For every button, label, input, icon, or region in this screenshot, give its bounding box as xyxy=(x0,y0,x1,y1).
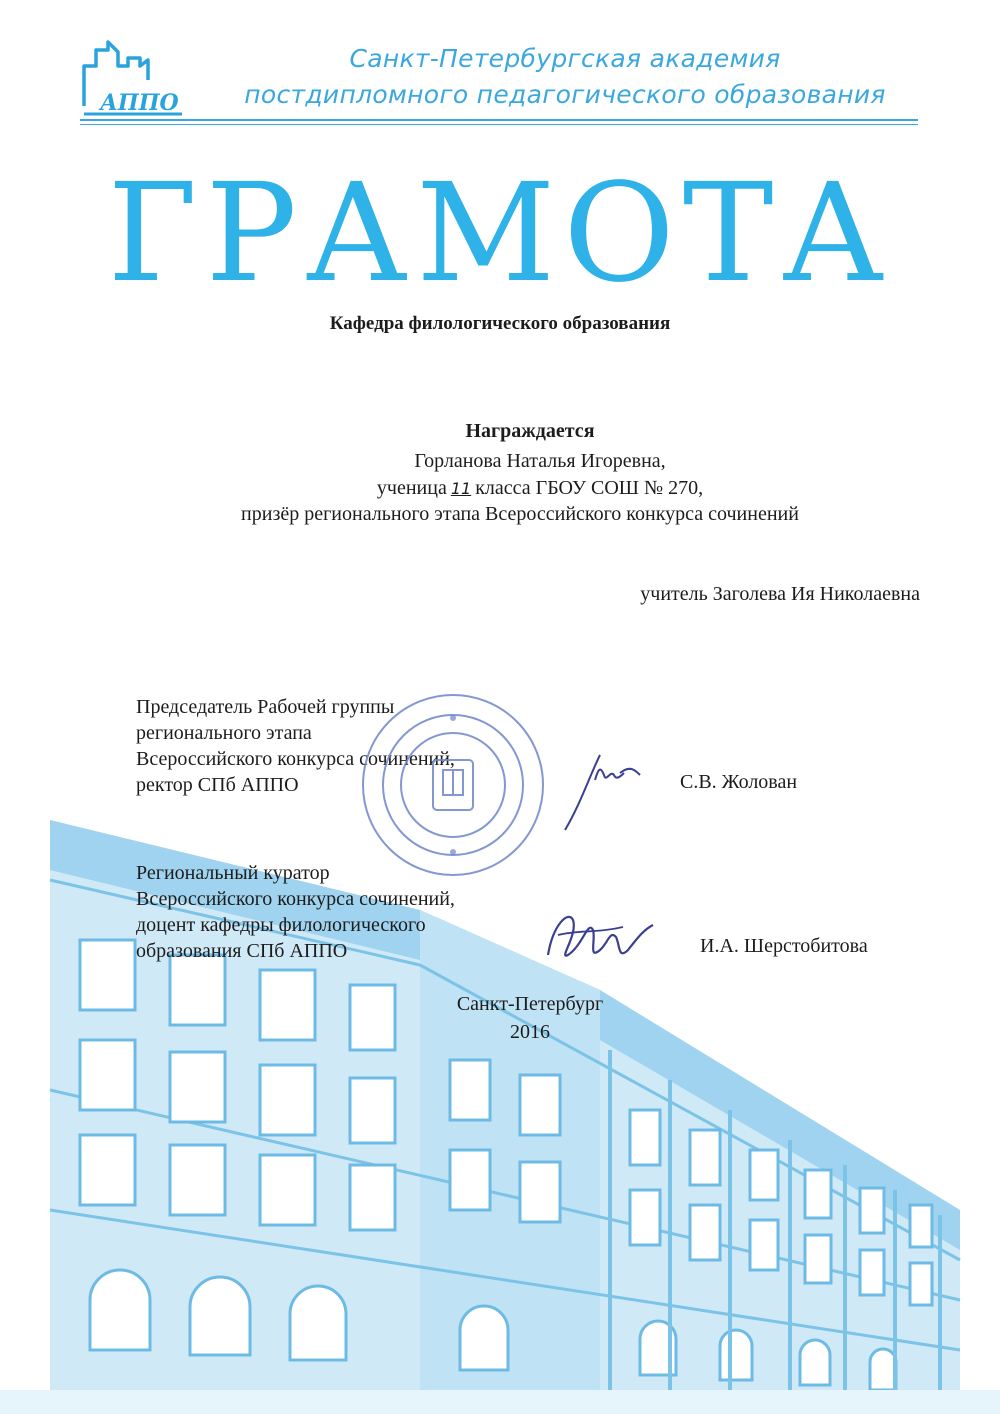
document-title: ГРАМОТА xyxy=(107,155,893,313)
logo-lettering: АППО xyxy=(100,90,179,116)
position-line: Региональный куратор xyxy=(136,862,330,884)
city: Санкт-Петербург xyxy=(456,993,604,1015)
position-line: Председатель Рабочей группы xyxy=(136,696,395,718)
teacher-name: учитель Заголева Ия Николаевна xyxy=(640,583,920,605)
signature-2 xyxy=(538,905,658,970)
grade-value: 11 xyxy=(450,479,472,498)
recipient-name: Горланова Наталья Игоревна, xyxy=(414,450,666,472)
position-line: доцент кафедры филологического xyxy=(136,914,426,936)
signatory-1-name: С.В. Жолован xyxy=(680,771,798,793)
position-line: регионального этапа xyxy=(136,722,312,744)
status-suffix: класса ГБОУ СОШ № 270, xyxy=(475,477,704,499)
header-rule-thin xyxy=(80,124,918,125)
department-name: Кафедра филологического образования xyxy=(329,313,671,334)
recipient-status xyxy=(40,477,1000,500)
academy-name-line2: постдипломного педагогического образования xyxy=(244,80,886,109)
issue-place-date xyxy=(440,990,620,1046)
position-line: ректор СПб АППО xyxy=(136,774,299,796)
signatory-2-name: И.А. Шерстобитова xyxy=(700,935,868,957)
position-line: Всероссийского конкурса сочинений, xyxy=(136,748,455,770)
official-stamp xyxy=(358,690,548,880)
year: 2016 xyxy=(510,1021,550,1043)
status-prefix: ученица xyxy=(376,477,447,499)
position-line: образования СПб АППО xyxy=(136,940,348,962)
signature-1 xyxy=(560,735,655,835)
achievement: призёр регионального этапа Всероссийского конкурса сочинений xyxy=(241,503,799,525)
position-line: Всероссийского конкурса сочинений, xyxy=(136,888,455,910)
academy-name-line1: Санкт-Петербургская академия xyxy=(349,44,781,73)
award-heading: Награждается xyxy=(465,420,595,442)
appo-logo xyxy=(78,40,188,120)
header-rule xyxy=(80,119,918,121)
